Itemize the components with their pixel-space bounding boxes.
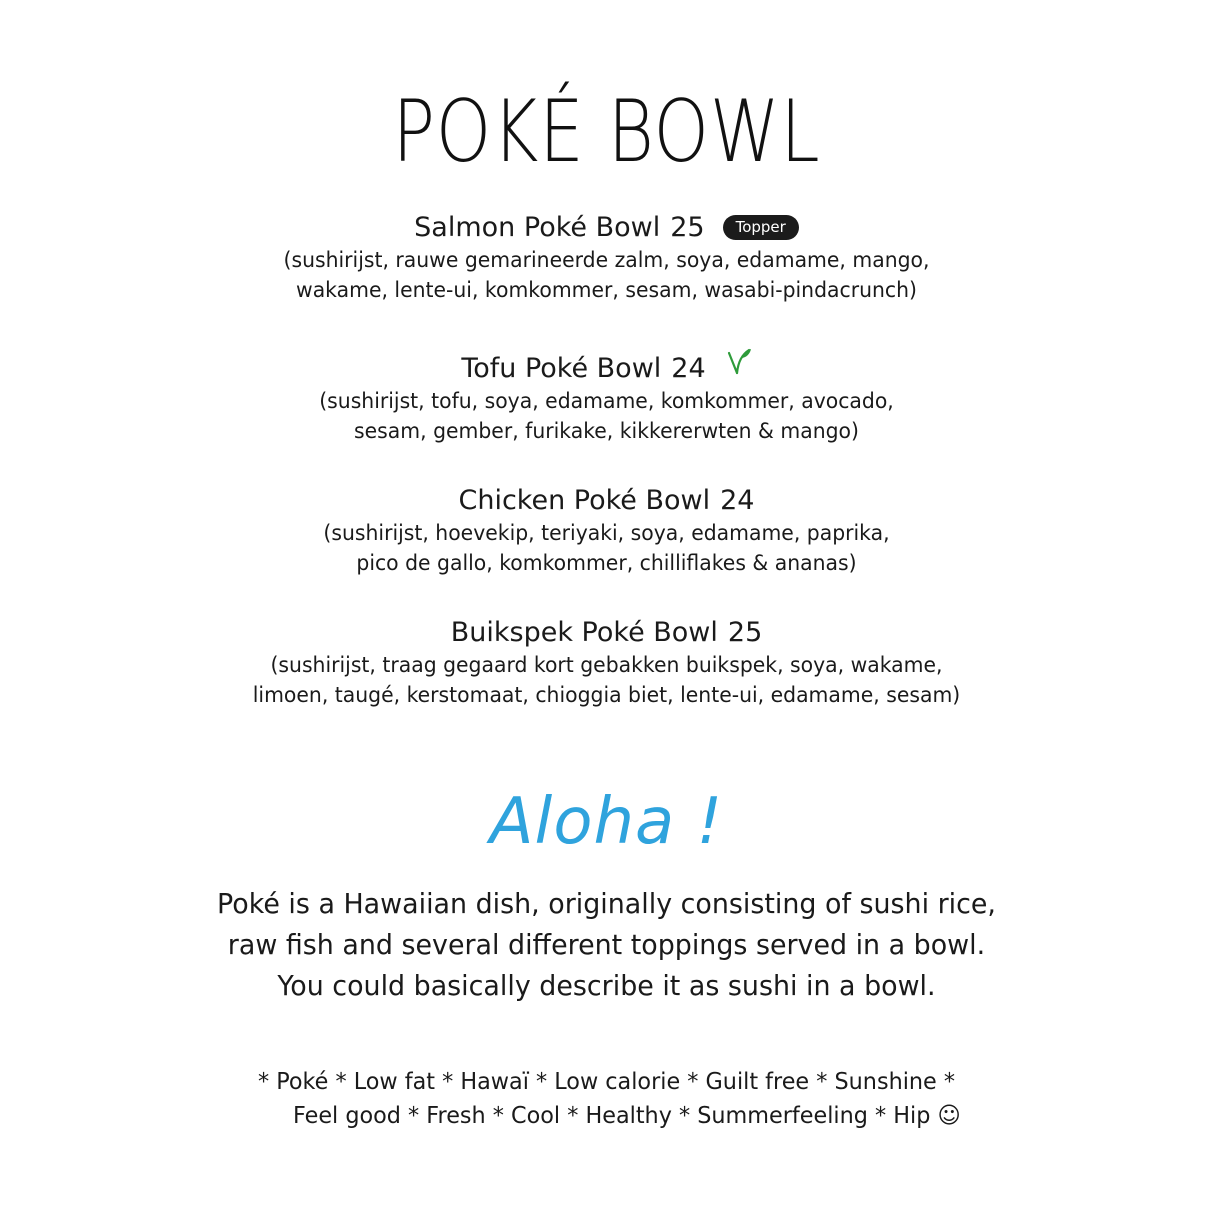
intro-line: raw fish and several different toppings served in a bowl. bbox=[227, 928, 986, 961]
description-line: sesam, gember, furikake, kikkererwten & mango) bbox=[354, 419, 859, 443]
menu-item-name: Salmon Poké Bowl bbox=[414, 212, 661, 243]
menu-item-description bbox=[18, 518, 1195, 578]
tagline-line: Feel good * Fresh * Cool * Healthy * Summerfeeling * Hip ☺ bbox=[292, 1103, 961, 1129]
menu-item-description bbox=[18, 386, 1195, 446]
tagline-line: * Poké * Low fat * Hawaï * Low calorie * Guilt free * Sunshine * bbox=[257, 1069, 956, 1095]
menu-item-header bbox=[0, 616, 1213, 650]
menu-item-header bbox=[0, 484, 1213, 518]
description-line: wakame, lente-ui, komkommer, sesam, wasabi-pindacrunch) bbox=[296, 278, 917, 302]
description-line: (sushirijst, traag gegaard kort gebakken buikspek, soya, wakame, bbox=[270, 653, 943, 677]
menu-item-salmon bbox=[0, 211, 1213, 305]
poke-intro-paragraph bbox=[24, 883, 1188, 1006]
menu-item-name: Tofu Poké Bowl bbox=[461, 353, 662, 384]
topper-badge: Topper bbox=[723, 215, 799, 240]
description-line: (sushirijst, tofu, soya, edamame, komkommer, avocado, bbox=[319, 389, 894, 413]
description-line: limoen, taugé, kerstomaat, chioggia biet, lente-ui, edamame, sesam) bbox=[252, 683, 961, 707]
menu-item-price: 25 bbox=[727, 617, 763, 648]
menu-item-header bbox=[0, 347, 1213, 386]
aloha-heading: Aloha ! bbox=[489, 785, 724, 859]
menu-item-name: Buikspek Poké Bowl bbox=[450, 617, 718, 648]
description-line: pico de gallo, komkommer, chilliflakes & ananas) bbox=[356, 551, 857, 575]
intro-line: You could basically describe it as sushi in a bowl. bbox=[277, 969, 936, 1002]
menu-item-price: 25 bbox=[670, 212, 705, 243]
menu-item-price: 24 bbox=[720, 485, 755, 516]
menu-item-tofu bbox=[0, 347, 1213, 446]
menu-item-description bbox=[18, 650, 1195, 710]
menu-item-price: 24 bbox=[671, 353, 706, 384]
menu-item-description bbox=[18, 245, 1195, 305]
menu-item-chicken bbox=[0, 484, 1213, 578]
menu-item-name: Chicken Poké Bowl bbox=[458, 485, 711, 516]
description-line: (sushirijst, hoevekip, teriyaki, soya, edamame, paprika, bbox=[323, 521, 890, 545]
menu-item-buikspek bbox=[0, 616, 1213, 710]
description-line: (sushirijst, rauwe gemarineerde zalm, soya, edamame, mango, bbox=[283, 248, 930, 272]
intro-line: Poké is a Hawaiian dish, originally consisting of sushi rice, bbox=[217, 887, 996, 920]
menu-item-header bbox=[0, 211, 1213, 245]
tagline-list bbox=[18, 1065, 1195, 1133]
menu-title: POKÉ BOWL bbox=[392, 82, 821, 182]
vegetarian-leaf-icon bbox=[726, 347, 752, 375]
